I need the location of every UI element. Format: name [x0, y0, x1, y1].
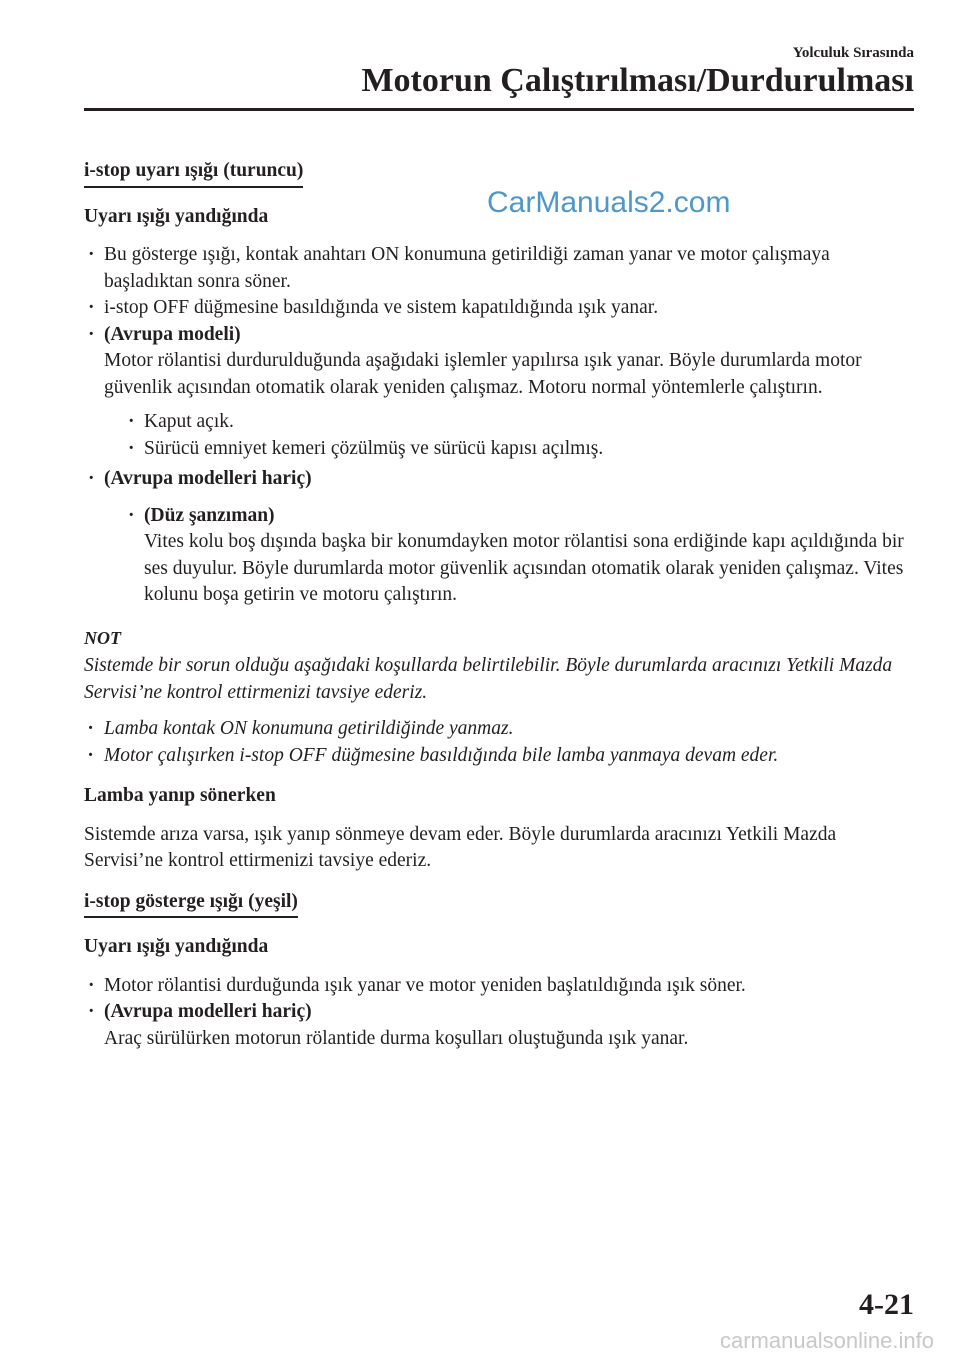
list-item: [124, 503, 914, 609]
list-item: · Motor rölantisi durduğunda ışık yanar ve motor yeniden başlatıldığında ışık söner.: [84, 973, 914, 1000]
page-number: 4-21: [859, 1288, 914, 1321]
list-item-text: Araç sürülürken motorun rölantide durma koşulları oluştuğunda ışık yanar.: [104, 1027, 689, 1049]
list-item: [84, 999, 914, 1052]
bullet-list: [84, 242, 914, 609]
note-block: [84, 625, 914, 770]
section-title: i-stop uyarı ışığı (turuncu): [84, 158, 303, 188]
section-istop-warning: [84, 158, 914, 609]
header-divider: [84, 108, 914, 111]
list-item: [84, 322, 914, 463]
list-item: · Motor çalışırken i-stop OFF düğmesine basıldığında bile lamba yanmaya devam eder.: [84, 743, 914, 770]
list-item-title: (Avrupa modelleri hariç): [104, 468, 312, 489]
list-item-title: (Avrupa modelleri hariç): [104, 1001, 312, 1022]
paragraph: Sistemde arıza varsa, ışık yanıp sönmeye devam eder. Böyle durumlarda aracınızı Yetkili Mazda Servisi’ne kontrol ettirmenizi tavsiye ederiz.: [84, 823, 837, 871]
note-bullet-list: [84, 716, 914, 769]
list-item-text: Motor rölantisi durdurulduğunda aşağıdaki işlemler yapılırsa ışık yanar. Böyle durumlarda motor güvenlik açısından otomatik olarak yeniden çalışmaz. Motoru normal yöntemlerle çalıştırın.: [104, 350, 862, 398]
section-blinking: [84, 783, 914, 875]
nested-bullet-list: [104, 409, 914, 462]
list-item: · Kaput açık.: [124, 409, 914, 436]
subheading: Uyarı ışığı yandığında: [84, 936, 269, 957]
page-title: Motorun Çalıştırılması/Durdurulması: [361, 62, 914, 99]
bullet-list: [84, 973, 914, 1053]
list-item: · Sürücü emniyet kemeri çözülmüş ve sürücü kapısı açılmış.: [124, 436, 914, 463]
list-item-text: Vites kolu boş dışında başka bir konumdayken motor rölantisi sona erdiğinde kapı açıldığında bir ses duyulur. Böyle durumlarda motor güvenlik açısından otomatik olarak yeniden çalışmaz. Vites kolunu boşa getirin ve motoru çalıştırın.: [144, 531, 904, 605]
header-section-label: Yolculuk Sırasında: [792, 45, 914, 61]
list-item: · Lamba kontak ON konumuna getirildiğinde yanmaz.: [84, 716, 914, 743]
subheading: Uyarı ışığı yandığında: [84, 205, 269, 227]
list-item-title: (Düz şanzıman): [144, 504, 275, 526]
list-item: · i-stop OFF düğmesine basıldığında ve sistem kapatıldığında ışık yanar.: [84, 295, 914, 322]
footer-watermark: carmanualsonline.info: [719, 1328, 934, 1353]
list-item: · Bu gösterge ışığı, kontak anahtarı ON konumuna getirildiği zaman yanar ve motor çalışmaya başladıktan sonra söner.: [84, 242, 914, 295]
list-item: [84, 466, 914, 609]
list-item-title: (Avrupa modeli): [104, 323, 241, 345]
watermark-logo: CarManuals2.com: [487, 186, 731, 219]
note-title: NOT: [84, 627, 121, 648]
note-text: Sistemde bir sorun olduğu aşağıdaki koşullarda belirtilebilir. Böyle durumlarda aracınızı Yetkili Mazda Servisi’ne kontrol ettirmenizi tavsiye ederiz.: [84, 655, 893, 703]
nested-bullet-list: [104, 503, 914, 609]
section-title: i-stop gösterge ışığı (yeşil): [84, 889, 298, 919]
main-content: [84, 158, 914, 1052]
subheading: Lamba yanıp sönerken: [84, 785, 276, 806]
section-istop-indicator: [84, 889, 914, 1053]
